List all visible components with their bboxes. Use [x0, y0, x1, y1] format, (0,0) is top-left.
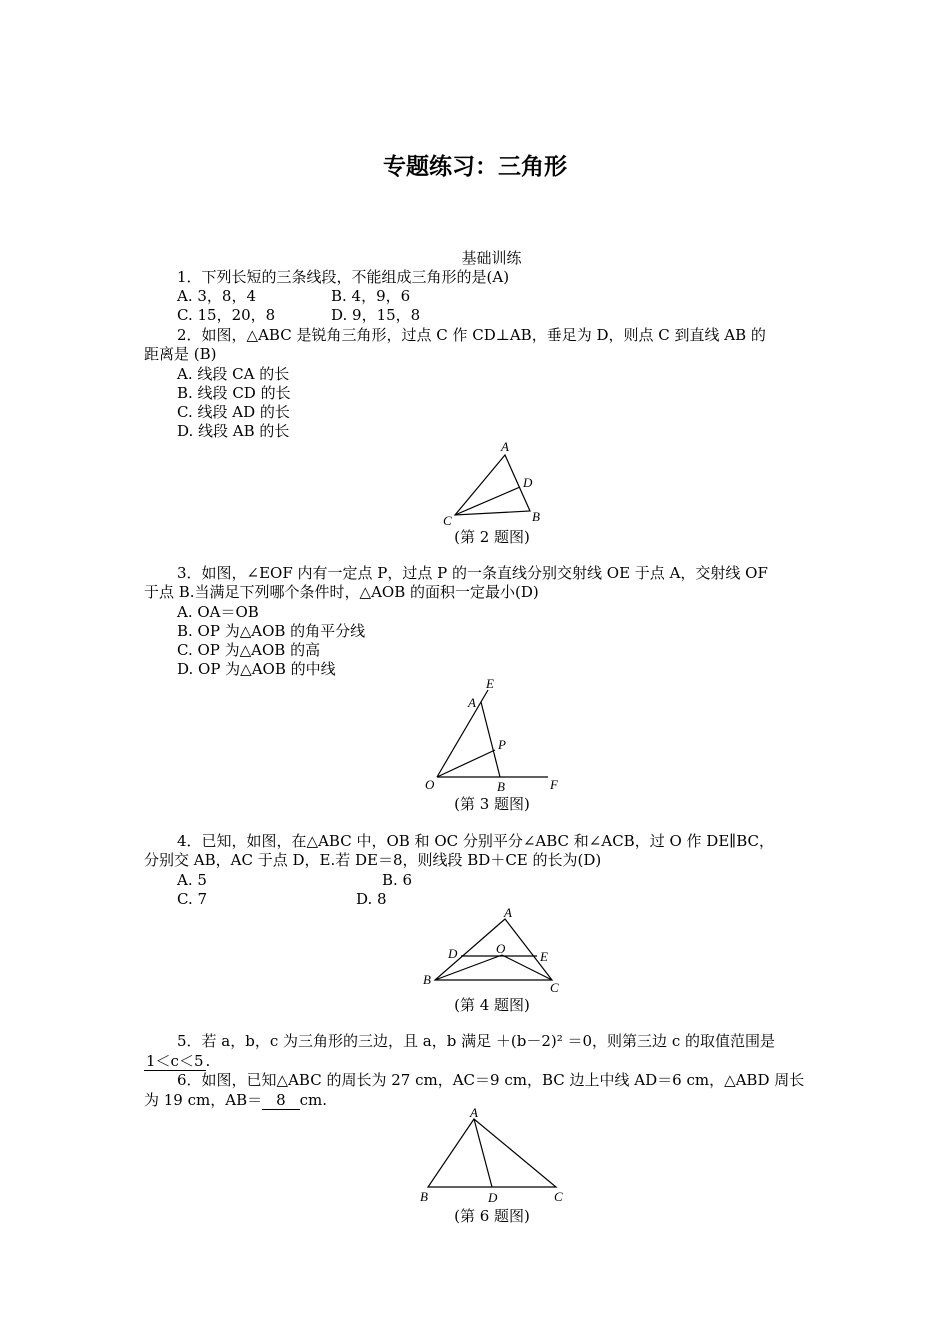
- q2-label-d: D: [523, 475, 533, 490]
- q1-option-c: C. 15，20，8: [177, 306, 276, 324]
- q6-stem-pre: 为 19 cm，AB＝: [144, 1091, 263, 1109]
- q2-label-c: C: [443, 513, 452, 528]
- q3-segment-op: [437, 750, 495, 777]
- q6-answer: 8: [262, 1091, 300, 1110]
- q6-label-d: D: [488, 1190, 498, 1205]
- q4-label-a: A: [504, 905, 512, 920]
- q3-label-o: O: [425, 777, 435, 792]
- q4-label-c: C: [550, 980, 559, 995]
- q2-stem-line1: 2．如图，△ABC 是锐角三角形，过点 C 作 CD⊥AB，垂足为 D，则点 C 到直线 AB 的: [177, 326, 766, 344]
- q4-option-d: D. 8: [356, 890, 387, 908]
- q6-triangle-abc: [428, 1119, 556, 1187]
- q1-stem: 1．下列长短的三条线段，不能组成三角形的是(A): [177, 268, 510, 286]
- q3-caption: (第 3 题图): [454, 795, 530, 813]
- q4-option-b: B. 6: [382, 871, 413, 889]
- q2-figure: [440, 438, 550, 528]
- q3-stem-line2: 于点 B.当满足下列哪个条件时，△AOB 的面积一定最小(D): [144, 583, 539, 601]
- q4-stem-line2: 分别交 AB，AC 于点 D，E.若 DE＝8，则线段 BD＋CE 的长为(D): [144, 851, 602, 869]
- q2-option-c: C. 线段 AD 的长: [177, 403, 290, 421]
- q6-label-a: A: [470, 1105, 478, 1120]
- q5-answer-line: [144, 1052, 210, 1071]
- q6-median-ad: [474, 1119, 492, 1187]
- q2-label-a: A: [501, 439, 509, 454]
- q4-option-a: A. 5: [177, 871, 207, 889]
- q2-caption: (第 2 题图): [454, 528, 530, 546]
- q2-triangle-abc: [455, 455, 530, 515]
- q4-label-e: E: [540, 949, 548, 964]
- q1-option-d: D. 9，15，8: [331, 306, 421, 324]
- q2-segment-cd: [455, 487, 520, 515]
- q3-label-a: A: [468, 695, 476, 710]
- q5-stem: 5．若 a，b，c 为三角形的三边，且 a，b 满足 ＋(b－2)² ＝0，则第三边 c 的取值范围是: [177, 1032, 775, 1050]
- q6-stem-line2: [144, 1091, 327, 1110]
- q4-option-c: C. 7: [177, 890, 208, 908]
- q4-label-d: D: [448, 946, 458, 961]
- q4-label-b: B: [423, 972, 431, 987]
- q6-figure: [410, 1105, 580, 1210]
- q2-stem-line2: 距离是 (B): [144, 345, 217, 363]
- q1-option-b: B. 4，9，6: [331, 287, 411, 305]
- q4-caption: (第 4 题图): [454, 996, 530, 1014]
- q6-label-c: C: [554, 1189, 563, 1204]
- q6-stem-line1: 6．如图，已知△ABC 的周长为 27 cm，AC＝9 cm，BC 边上中线 AD＝6 cm，△ABD 周长: [177, 1071, 805, 1089]
- q4-label-o: O: [496, 941, 506, 956]
- q2-option-d: D. 线段 AB 的长: [177, 422, 290, 440]
- q5-answer: 1＜c＜5: [146, 1052, 204, 1070]
- q6-caption: (第 6 题图): [454, 1207, 530, 1225]
- q4-figure: [420, 905, 570, 997]
- q2-option-b: B. 线段 CD 的长: [177, 384, 291, 402]
- q3-label-f: F: [550, 777, 558, 792]
- q3-option-d: D. OP 为△AOB 的中线: [177, 660, 336, 678]
- q3-label-p: P: [498, 737, 506, 752]
- q2-option-a: A. 线段 CA 的长: [177, 365, 290, 383]
- q3-option-c: C. OP 为△AOB 的高: [177, 641, 321, 659]
- q3-figure: [420, 675, 570, 795]
- q4-segment-ob: [435, 955, 502, 980]
- q3-ray-oe: [437, 690, 488, 777]
- q3-stem-line1: 3．如图，∠EOF 内有一定点 P，过点 P 的一条直线分别交射线 OE 于点 A，交射线 OF: [177, 564, 768, 582]
- q4-stem-line1: 4．已知，如图，在△ABC 中，OB 和 OC 分别平分∠ABC 和∠ACB，过 O 作 DE∥BC，: [177, 832, 774, 850]
- q3-option-a: A. OA＝OB: [177, 603, 259, 621]
- q6-label-b: B: [420, 1189, 428, 1204]
- section-heading: 基础训练: [461, 249, 522, 267]
- page-title: 专题练习：三角形: [383, 154, 567, 180]
- q3-option-b: B. OP 为△AOB 的角平分线: [177, 622, 366, 640]
- q3-label-b: B: [497, 779, 505, 794]
- q1-option-a: A. 3，8，4: [177, 287, 256, 305]
- q6-stem-post: cm.: [299, 1091, 328, 1109]
- q5-period: .: [205, 1052, 211, 1070]
- q3-label-e: E: [486, 676, 494, 691]
- q2-label-b: B: [532, 509, 540, 524]
